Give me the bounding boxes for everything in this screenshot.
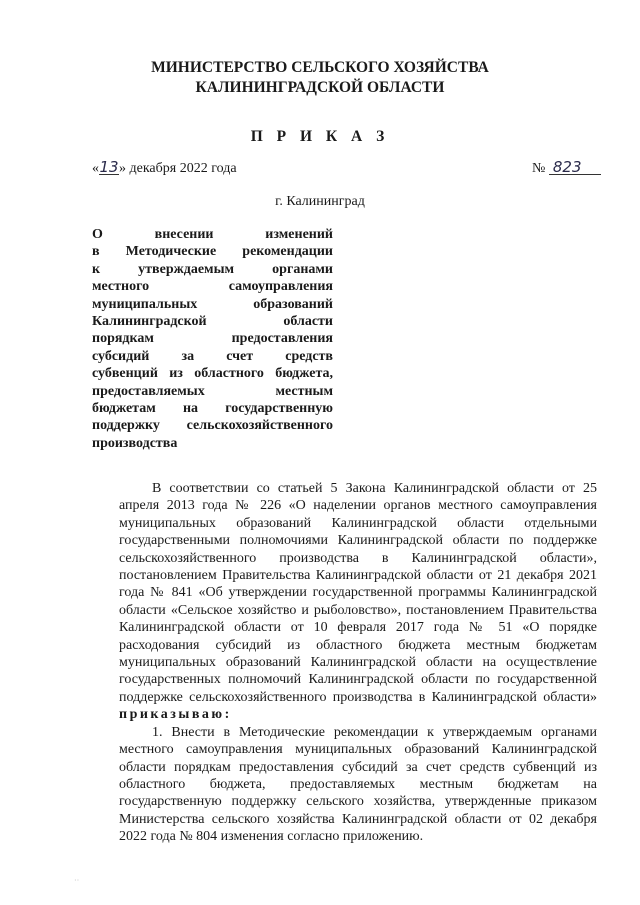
date-month-year: » декабря 2022 года [119, 161, 237, 176]
order-number [532, 160, 601, 177]
subject-line: производства [92, 435, 178, 451]
order-subject [92, 226, 333, 452]
ministry-name-line2: КАЛИНИНГРАДСКОЙ ОБЛАСТИ [195, 79, 445, 96]
prikazyvayu-keyword: приказываю: [119, 707, 232, 723]
subject-line: субсидий за счет средств [92, 348, 333, 364]
subject-line: муниципальных образований [92, 296, 333, 312]
date-day-handwritten: 13 [99, 158, 119, 176]
subject-line: Калининградской области [92, 314, 333, 330]
subject-line: бюджетам на государственную [92, 401, 333, 417]
subject-line: порядкам предоставления [92, 331, 333, 347]
number-value-handwritten: 823 [549, 160, 601, 175]
date-open-quote: « [92, 161, 99, 176]
city-line: г. Калининград [275, 194, 365, 209]
subject-line: поддержку сельскохозяйственного [92, 418, 333, 434]
clause-1-paragraph: 1. Внести в Методические рекомендации к утверждаемым органами местного самоуправления муниципальных образований Калининградской области порядкам предоставления субсидий за счет средств субвенций из областного бюджета, предоставляемых местным бюджетам на государственную поддержку сельского хозяйства, утвержденные приказом Министерства сельского хозяйства Калининградской области от 02 декабря 2022 года № 804 изменения согласно приложению. [119, 724, 597, 845]
ministry-name-line1: МИНИСТЕРСТВО СЕЛЬСКОГО ХОЗЯЙСТВА [151, 59, 489, 76]
subject-line: предоставляемых местным [92, 383, 333, 399]
preamble-paragraph [119, 480, 597, 724]
document-type-title: П Р И К А З [250, 128, 390, 145]
subject-line: местного самоуправления [92, 279, 333, 295]
scan-mark: ·· [74, 876, 80, 885]
subject-line: субвенций из областного бюджета, [92, 366, 333, 382]
subject-line: к утверждаемым органами [92, 261, 333, 277]
number-label: № [532, 161, 546, 176]
ministry-name [0, 58, 640, 98]
subject-line: О внесении изменений [92, 227, 333, 242]
subject-line: в Методические рекомендации [92, 244, 333, 260]
preamble-text: В соответствии со статьей 5 Закона Калининградской области от 25 апреля 2013 года № 226 «О наделении органов местного самоуправления муниципальных образований Калининградской области отдельными государственными полномочиями Калининградской области по поддержке сельскохозяйственного производства в Калининградской области», постановлением Правительства Калининградской области от 21 декабря 2021 года № 841 «Об утверждении государственной программы Калининградской области «Сельское хозяйство и рыболовство», постановлением Правительства Калининградской области от 10 февраля 2017 года № 51 «О порядке расходования субсидий из областного бюджета местным бюджетам муниципальных образований Калининградской области на осуществление государственных полномочий Калининградской области по государственной поддержке сельскохозяйственного производства в Калининградской области» [119, 481, 597, 705]
order-body [119, 480, 597, 846]
order-date [92, 160, 237, 177]
